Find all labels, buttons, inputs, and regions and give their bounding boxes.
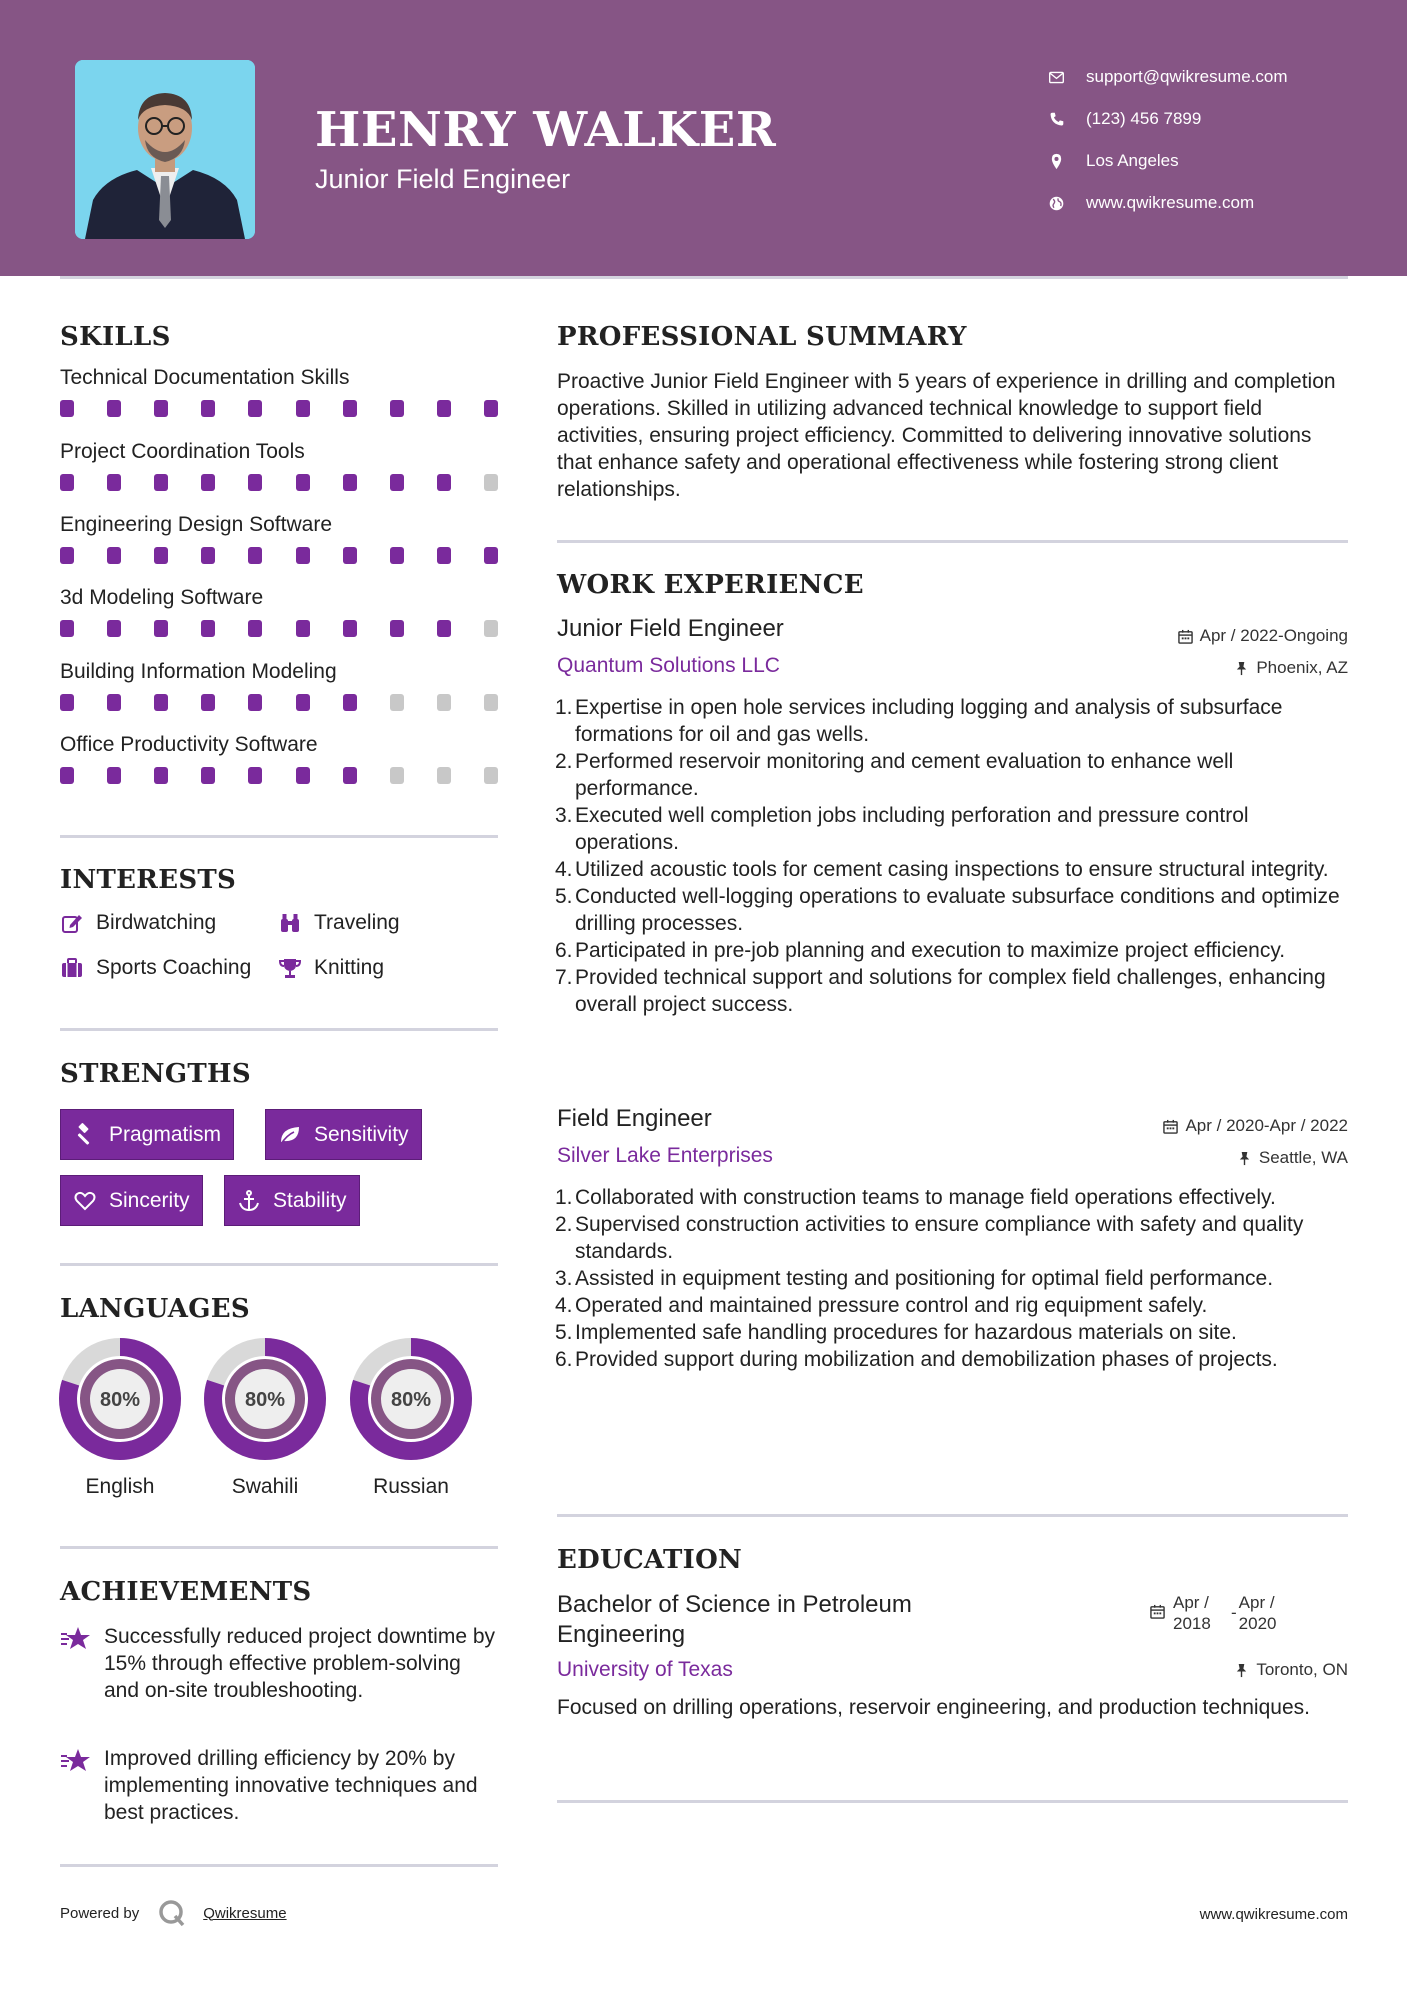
job-bullet: 4. Operated and maintained pressure control and rig equipment safely. bbox=[555, 1294, 1208, 1317]
rating-dot bbox=[484, 400, 498, 417]
rating-dot bbox=[107, 547, 121, 564]
section-divider bbox=[557, 1514, 1348, 1517]
heart-icon bbox=[73, 1189, 97, 1213]
trophy-icon bbox=[278, 956, 302, 980]
leaf-icon bbox=[278, 1123, 302, 1147]
location-text: Los Angeles bbox=[1086, 151, 1179, 170]
school-name: University of Texas bbox=[557, 1658, 733, 1681]
skill-name: Building Information Modeling bbox=[60, 660, 337, 683]
job-bullet: 5. Conducted well-logging operations to evaluate subsurface conditions and optimize drilling processes. bbox=[555, 885, 1340, 935]
interest-knitting bbox=[278, 956, 384, 980]
skill-rating bbox=[60, 400, 498, 417]
calendar-icon bbox=[1178, 629, 1193, 644]
rating-dot bbox=[437, 694, 451, 711]
job-bullets bbox=[555, 1184, 1355, 1373]
job-bullet: 6. Provided support during mobilization and demobilization phases of projects. bbox=[555, 1348, 1278, 1371]
rating-dot bbox=[390, 400, 404, 417]
contact-info bbox=[1048, 56, 1378, 224]
person-portrait-icon bbox=[75, 60, 255, 239]
rating-dot bbox=[154, 547, 168, 564]
education-location bbox=[1234, 1660, 1348, 1680]
rating-dot bbox=[201, 547, 215, 564]
envelope-icon bbox=[1048, 69, 1086, 86]
job-bullet: 7. Provided technical support and solutions for complex field challenges, enhancing overall project success. bbox=[555, 966, 1326, 1016]
rating-dot bbox=[296, 400, 310, 417]
rating-dot bbox=[484, 620, 498, 637]
job-title: Junior Field Engineer bbox=[557, 615, 784, 642]
rating-dot bbox=[343, 547, 357, 564]
language-item bbox=[59, 1338, 181, 1499]
job-bullets bbox=[555, 694, 1355, 1018]
language-name: Swahili bbox=[231, 1475, 299, 1498]
rating-dot bbox=[107, 620, 121, 637]
interest-birdwatching bbox=[60, 911, 216, 935]
language-item bbox=[204, 1338, 326, 1499]
company-name: Quantum Solutions LLC bbox=[557, 654, 780, 677]
section-divider bbox=[60, 835, 498, 838]
achievement-text: Successfully reduced project downtime by 15% through effective problem-solving and on-site troubleshooting. bbox=[104, 1625, 496, 1702]
rating-dot bbox=[248, 547, 262, 564]
interest-sports-coaching bbox=[60, 956, 251, 980]
rating-dot bbox=[484, 767, 498, 784]
skill-item bbox=[60, 660, 500, 711]
rating-dot bbox=[154, 620, 168, 637]
summary-heading: PROFESSIONAL SUMMARY bbox=[557, 322, 967, 352]
candidate-name: HENRY WALKER bbox=[315, 102, 777, 158]
job-bullet: 2. Supervised construction activities to ensure compliance with safety and quality standards. bbox=[555, 1213, 1304, 1263]
location-text: Toronto, ON bbox=[1256, 1660, 1348, 1679]
star-icon bbox=[60, 1747, 92, 1775]
language-donut bbox=[350, 1338, 472, 1460]
language-donut bbox=[59, 1338, 181, 1460]
job-bullet: 2. Performed reservoir monitoring and cement evaluation to enhance well performance. bbox=[555, 750, 1234, 800]
job-title: Field Engineer bbox=[557, 1105, 712, 1132]
phone-text: (123) 456 7899 bbox=[1086, 109, 1202, 128]
skill-name: Engineering Design Software bbox=[60, 513, 332, 536]
education-heading: EDUCATION bbox=[557, 1545, 743, 1575]
rating-dot bbox=[437, 620, 451, 637]
skill-name: Project Coordination Tools bbox=[60, 440, 305, 463]
rating-dot bbox=[437, 400, 451, 417]
phone-icon bbox=[1048, 111, 1086, 128]
section-divider bbox=[557, 540, 1348, 543]
interest-label: Knitting bbox=[314, 956, 385, 979]
brand-link[interactable]: Qwikresume bbox=[203, 1904, 287, 1922]
rating-dot bbox=[107, 694, 121, 711]
education-dates bbox=[1150, 1592, 1291, 1634]
language-name: English bbox=[85, 1475, 155, 1498]
rating-dot bbox=[296, 474, 310, 491]
job-bullet: 3. Assisted in equipment testing and positioning for optimal field performance. bbox=[555, 1267, 1274, 1290]
rating-dot bbox=[296, 694, 310, 711]
rating-dot bbox=[107, 474, 121, 491]
date-separator: - bbox=[1231, 1603, 1237, 1622]
rating-dot bbox=[107, 767, 121, 784]
rating-dot bbox=[484, 547, 498, 564]
rating-dot bbox=[248, 767, 262, 784]
rating-dot bbox=[343, 694, 357, 711]
pushpin-icon bbox=[1237, 1151, 1252, 1166]
strengths-heading: STRENGTHS bbox=[60, 1059, 251, 1089]
strength-label: Pragmatism bbox=[109, 1122, 222, 1146]
rating-dot bbox=[484, 474, 498, 491]
rating-dot bbox=[437, 767, 451, 784]
rating-dot bbox=[437, 547, 451, 564]
skill-rating bbox=[60, 620, 498, 637]
resume-header bbox=[0, 0, 1407, 276]
email-text: support@qwikresume.com bbox=[1086, 67, 1288, 86]
rating-dot bbox=[343, 620, 357, 637]
rating-dot bbox=[390, 547, 404, 564]
strength-tag-pragmatism bbox=[60, 1109, 234, 1160]
skills-heading: SKILLS bbox=[60, 322, 171, 352]
anchor-icon bbox=[237, 1189, 261, 1213]
rating-dot bbox=[248, 400, 262, 417]
skill-item bbox=[60, 733, 500, 784]
strength-tag-sincerity bbox=[60, 1175, 203, 1226]
strength-label: Stability bbox=[273, 1188, 347, 1212]
rating-dot bbox=[60, 767, 74, 784]
skill-rating bbox=[60, 547, 498, 564]
summary-text: Proactive Junior Field Engineer with 5 years of experience in drilling and completion operations. Skilled in utilizing advanced technical knowledge to support field activities, ensuring project efficiency. Committed to delivering innovative solutions that enhance safety and operational effectiveness while fostering strong client relationships. bbox=[557, 370, 1336, 501]
skill-rating bbox=[60, 767, 498, 784]
section-divider bbox=[60, 1546, 498, 1549]
star-icon bbox=[60, 1625, 92, 1653]
rating-dot bbox=[343, 474, 357, 491]
skill-item bbox=[60, 440, 500, 491]
pushpin-icon bbox=[1234, 661, 1249, 676]
job-location bbox=[1234, 658, 1348, 678]
interest-label: Sports Coaching bbox=[96, 956, 252, 979]
contact-email[interactable] bbox=[1048, 56, 1378, 98]
end-date: Apr / 2020 bbox=[1238, 1593, 1277, 1633]
rating-dot bbox=[248, 474, 262, 491]
job-location bbox=[1237, 1148, 1348, 1168]
rating-dot bbox=[390, 474, 404, 491]
interest-label: Birdwatching bbox=[96, 911, 217, 934]
strength-tag-stability bbox=[224, 1175, 360, 1226]
degree-title: Bachelor of Science in Petroleum Engineering bbox=[557, 1591, 912, 1648]
job-bullet: 1. Expertise in open hole services including logging and analysis of subsurface formations for oil and gas wells. bbox=[555, 696, 1283, 746]
website-text: www.qwikresume.com bbox=[1086, 193, 1255, 212]
section-divider bbox=[557, 1800, 1348, 1803]
interests-heading: INTERESTS bbox=[60, 865, 237, 895]
contact-website[interactable] bbox=[1048, 182, 1378, 224]
skill-name: Technical Documentation Skills bbox=[60, 366, 350, 389]
rating-dot bbox=[60, 474, 74, 491]
location-text: Seattle, WA bbox=[1258, 1148, 1348, 1167]
achievement-item bbox=[60, 1623, 500, 1704]
location-text: Phoenix, AZ bbox=[1256, 658, 1348, 677]
languages-heading: LANGUAGES bbox=[60, 1294, 250, 1324]
rating-dot bbox=[343, 400, 357, 417]
job-bullet: 5. Implemented safe handling procedures for hazardous materials on site. bbox=[555, 1321, 1237, 1344]
rating-dot bbox=[390, 767, 404, 784]
qwikresume-logo-icon bbox=[157, 1898, 187, 1928]
job-dates bbox=[1163, 1116, 1348, 1136]
rating-dot bbox=[201, 767, 215, 784]
skill-name: Office Productivity Software bbox=[60, 733, 318, 756]
rating-dot bbox=[437, 474, 451, 491]
profile-photo bbox=[75, 60, 255, 239]
globe-icon bbox=[1048, 195, 1086, 212]
contact-location bbox=[1048, 140, 1378, 182]
strength-label: Sensitivity bbox=[314, 1122, 409, 1146]
job-bullet: 4. Utilized acoustic tools for cement casing inspections to ensure structural integrity. bbox=[555, 858, 1329, 881]
dates-text: Apr / 2022-Ongoing bbox=[1199, 626, 1348, 645]
candidate-title: Junior Field Engineer bbox=[315, 164, 571, 194]
briefcase-icon bbox=[60, 956, 84, 980]
job-bullet: 3. Executed well completion jobs including perforation and pressure control operations. bbox=[555, 804, 1249, 854]
rating-dot bbox=[484, 694, 498, 711]
interest-label: Traveling bbox=[314, 911, 400, 934]
company-name: Silver Lake Enterprises bbox=[557, 1144, 773, 1167]
language-percent: 80% bbox=[390, 1389, 432, 1411]
start-date: Apr / 2018 bbox=[1173, 1593, 1211, 1633]
skill-rating bbox=[60, 474, 498, 491]
skill-item bbox=[60, 513, 500, 564]
rating-dot bbox=[201, 400, 215, 417]
section-divider bbox=[60, 1028, 498, 1031]
rating-dot bbox=[60, 620, 74, 637]
rating-dot bbox=[154, 400, 168, 417]
rating-dot bbox=[201, 474, 215, 491]
strength-label: Sincerity bbox=[109, 1188, 190, 1212]
achievement-item bbox=[60, 1745, 500, 1826]
skill-name: 3d Modeling Software bbox=[60, 586, 264, 609]
interest-traveling bbox=[278, 911, 400, 935]
achievement-text: Improved drilling efficiency by 20% by implementing innovative techniques and best practices. bbox=[104, 1747, 478, 1824]
rating-dot bbox=[343, 767, 357, 784]
skill-rating bbox=[60, 694, 498, 711]
header-divider bbox=[60, 276, 1348, 279]
calendar-icon bbox=[1163, 1119, 1178, 1134]
rating-dot bbox=[296, 547, 310, 564]
section-divider bbox=[60, 1263, 498, 1266]
rating-dot bbox=[107, 400, 121, 417]
rating-dot bbox=[390, 694, 404, 711]
job-dates bbox=[1178, 626, 1348, 646]
job-bullet: 6. Participated in pre-job planning and execution to maximize project efficiency. bbox=[555, 939, 1286, 962]
powered-by-label: Powered by bbox=[60, 1904, 140, 1922]
rating-dot bbox=[201, 694, 215, 711]
rating-dot bbox=[248, 620, 262, 637]
skill-item bbox=[60, 586, 500, 637]
rating-dot bbox=[390, 620, 404, 637]
map-pin-icon bbox=[1048, 153, 1086, 170]
binoculars-icon bbox=[278, 911, 302, 935]
rating-dot bbox=[154, 694, 168, 711]
footer-powered-by bbox=[60, 1898, 287, 1928]
footer-website[interactable]: www.qwikresume.com bbox=[1199, 1906, 1348, 1923]
language-item bbox=[350, 1338, 472, 1499]
language-percent: 80% bbox=[99, 1389, 141, 1411]
rating-dot bbox=[60, 547, 74, 564]
language-name: Russian bbox=[373, 1475, 449, 1498]
rating-dot bbox=[296, 767, 310, 784]
pushpin-icon bbox=[1234, 1663, 1249, 1678]
calendar-icon bbox=[1150, 1604, 1165, 1619]
rating-dot bbox=[296, 620, 310, 637]
rating-dot bbox=[154, 474, 168, 491]
achievements-heading: ACHIEVEMENTS bbox=[60, 1577, 312, 1607]
rating-dot bbox=[201, 620, 215, 637]
rating-dot bbox=[60, 694, 74, 711]
language-donut bbox=[204, 1338, 326, 1460]
language-percent: 80% bbox=[244, 1389, 286, 1411]
edit-icon bbox=[60, 911, 84, 935]
skill-item bbox=[60, 366, 500, 417]
strength-tag-sensitivity bbox=[265, 1109, 422, 1160]
dates-text: Apr / 2020-Apr / 2022 bbox=[1185, 1116, 1348, 1135]
job-bullet: 1. Collaborated with construction teams to manage field operations effectively. bbox=[555, 1186, 1276, 1209]
education-description: Focused on drilling operations, reservoir engineering, and production techniques. bbox=[557, 1696, 1310, 1719]
gavel-icon bbox=[73, 1123, 97, 1147]
contact-phone[interactable] bbox=[1048, 98, 1378, 140]
experience-heading: WORK EXPERIENCE bbox=[557, 570, 864, 600]
rating-dot bbox=[248, 694, 262, 711]
section-divider bbox=[60, 1864, 498, 1867]
rating-dot bbox=[154, 767, 168, 784]
rating-dot bbox=[60, 400, 74, 417]
